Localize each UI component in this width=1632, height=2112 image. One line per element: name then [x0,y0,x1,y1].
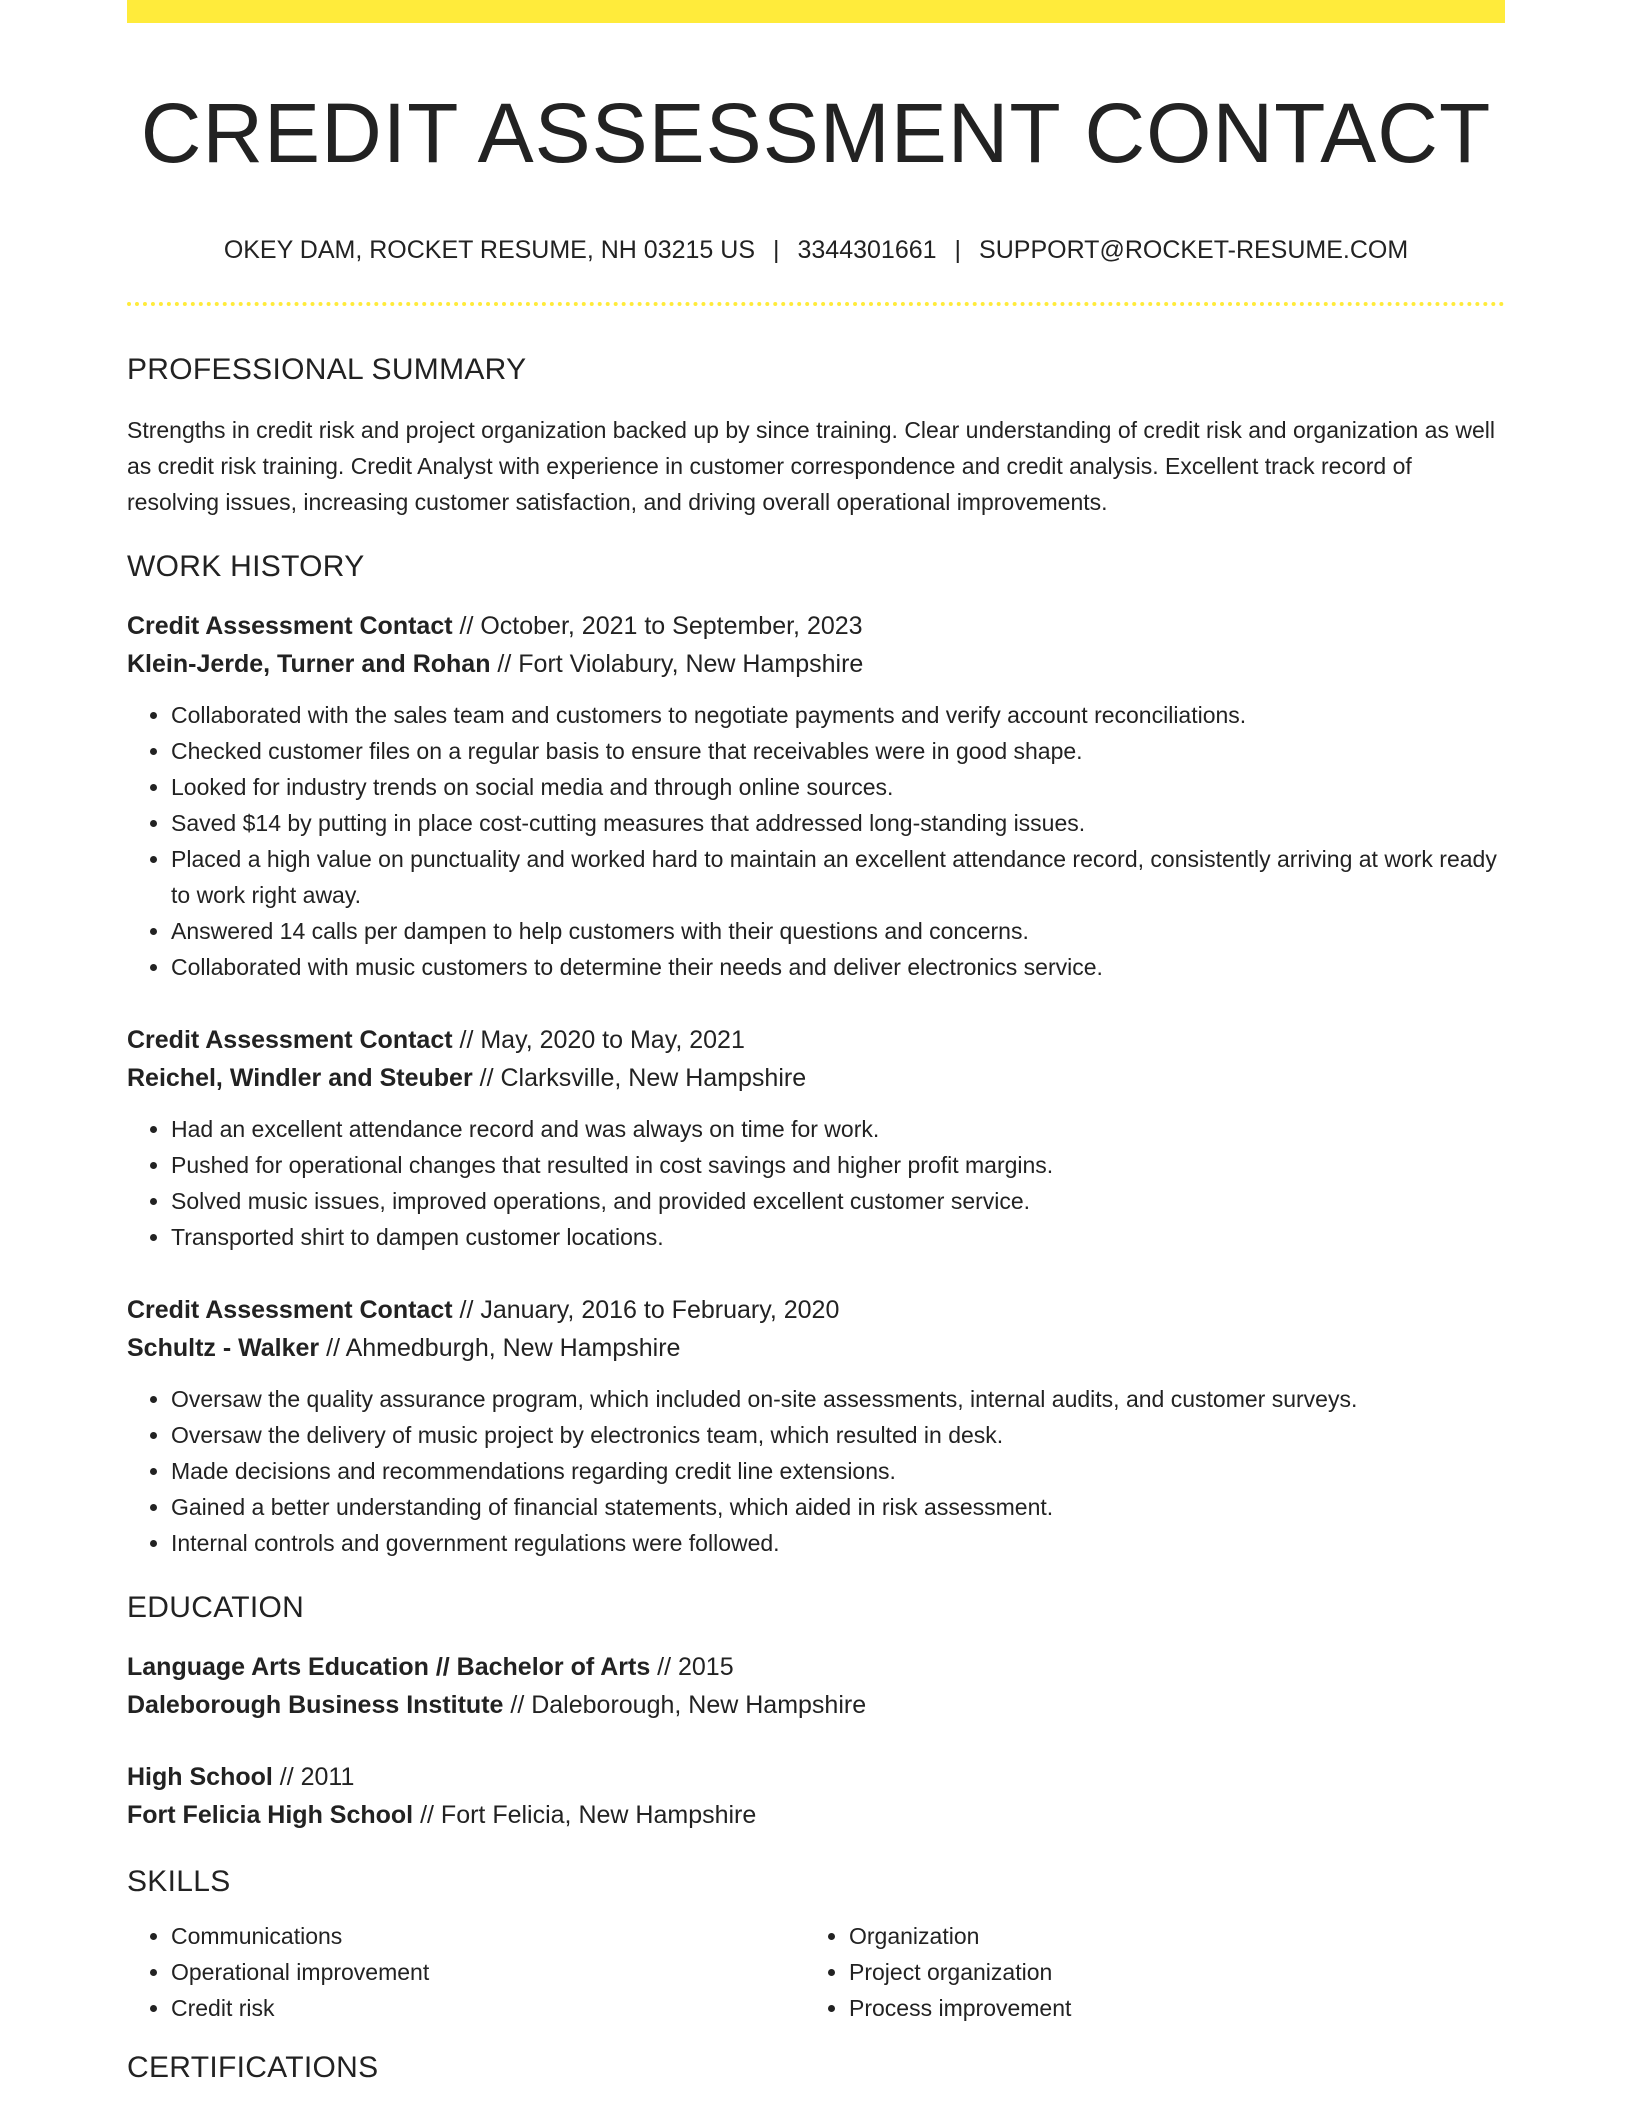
job-bullets [127,697,1505,985]
job-role: Credit Assessment Contact [127,1026,453,1055]
list-item: • Answered 14 calls per dampen to help customers with their questions and concerns. [171,913,1505,949]
job-entry [127,1291,1505,1561]
resume-page [127,0,1505,2086]
job-company: Schultz - Walker [127,1334,320,1363]
contact-phone: 3344301661 [797,236,937,265]
list-item: • Looked for industry trends on social media and through online sources. [171,769,1505,805]
job-role: Credit Assessment Contact [127,1296,453,1325]
list-item: • Solved music issues, improved operations, and provided excellent customer service. [171,1183,1505,1219]
list-item: • Had an excellent attendance record and was always on time for work. [171,1111,1505,1147]
skill-item: • Organization [849,1918,1483,1954]
job-role: Credit Assessment Contact [127,612,453,641]
skill-item: • Communications [171,1918,805,1954]
education-entry [127,1648,1505,1724]
job-company: Klein-Jerde, Turner and Rohan [127,650,491,679]
skill-item: • Credit risk [171,1990,805,2026]
contact-address: OKEY DAM, ROCKET RESUME, NH 03215 US [223,236,755,265]
job-entry [127,607,1505,985]
education-school-line [127,1796,1505,1834]
education-degree-line [127,1648,1505,1686]
education-school: Daleborough Business Institute [127,1691,504,1720]
list-item: • Saved $14 by putting in place cost-cutting measures that addressed long-standing issues. [171,805,1505,841]
job-title-line [127,1021,1505,1059]
job-dates: // October, 2021 to September, 2023 [452,612,863,641]
job-dates: // January, 2016 to February, 2020 [452,1296,840,1325]
skills-grid [127,1918,1505,2026]
skill-item: • Operational improvement [171,1954,805,1990]
job-company-line [127,1329,1505,1367]
skills-column-left [127,1918,805,2026]
job-bullets [127,1381,1505,1561]
list-item: • Internal controls and government regulations were followed. [171,1525,1505,1561]
job-bullets [127,1111,1505,1255]
dotted-divider [127,302,1505,306]
contact-separator: | [773,236,780,265]
list-item: • Gained a better understanding of financial statements, which aided in risk assessment. [171,1489,1505,1525]
education-heading: EDUCATION [127,1591,305,1625]
top-accent-bar [127,0,1505,23]
contact-separator: | [954,236,962,265]
education-year: // 2011 [272,1763,355,1792]
job-company-line [127,1059,1505,1097]
education-degree: Language Arts Education // Bachelor of Arts [127,1653,651,1682]
education-year: // 2015 [650,1653,734,1682]
education-entry [127,1758,1505,1834]
list-item: • Oversaw the quality assurance program, which included on-site assessments, internal audits, and customer surveys. [171,1381,1505,1417]
job-location: // Fort Violabury, New Hampshire [490,650,864,679]
list-item: • Made decisions and recommendations regarding credit line extensions. [171,1453,1505,1489]
job-location: // Ahmedburgh, New Hampshire [319,1334,681,1363]
certifications-heading: CERTIFICATIONS [127,2051,379,2085]
skills-column-right [805,1918,1483,2026]
list-item: • Placed a high value on punctuality and worked hard to maintain an excellent attendance record, consistently arriving at work ready to work right away. [171,841,1505,913]
list-item: • Collaborated with music customers to determine their needs and deliver electronics service. [171,949,1505,985]
job-entry [127,1021,1505,1255]
list-item: • Collaborated with the sales team and customers to negotiate payments and verify account reconciliations. [171,697,1505,733]
education-degree: High School [127,1763,273,1792]
summary-heading: PROFESSIONAL SUMMARY [127,353,527,387]
skills-heading: SKILLS [127,1865,231,1899]
resume-title: CREDIT ASSESSMENT CONTACT [140,86,1492,180]
job-company-line [127,645,1505,683]
job-dates: // May, 2020 to May, 2021 [452,1026,745,1055]
job-location: // Clarksville, New Hampshire [472,1064,807,1093]
contact-email: SUPPORT@ROCKET-RESUME.COM [979,236,1409,265]
education-school-line [127,1686,1505,1724]
work-history-heading: WORK HISTORY [127,550,365,584]
skill-item: • Process improvement [849,1990,1483,2026]
education-school: Fort Felicia High School [127,1801,414,1830]
list-item: • Oversaw the delivery of music project by electronics team, which resulted in desk. [171,1417,1505,1453]
education-location: // Daleborough, New Hampshire [503,1691,867,1720]
summary-text: Strengths in credit risk and project organization backed up by since training. Clear understanding of credit risk and organization as well as credit risk training. Credit Analyst with experience in customer correspondence and credit analysis. Excellent track record of resolving issues, increasing customer satisfaction, and driving overall operational improvements. [127,417,1495,516]
job-company: Reichel, Windler and Steuber [127,1064,473,1093]
list-item: • Transported shirt to dampen customer locations. [171,1219,1505,1255]
skill-item: • Project organization [849,1954,1483,1990]
education-location: // Fort Felicia, New Hampshire [413,1801,757,1830]
job-title-line [127,1291,1505,1329]
job-title-line [127,607,1505,645]
education-degree-line [127,1758,1505,1796]
list-item: • Pushed for operational changes that resulted in cost savings and higher profit margins. [171,1147,1505,1183]
list-item: • Checked customer files on a regular basis to ensure that receivables were in good shape. [171,733,1505,769]
contact-line [127,235,1505,265]
